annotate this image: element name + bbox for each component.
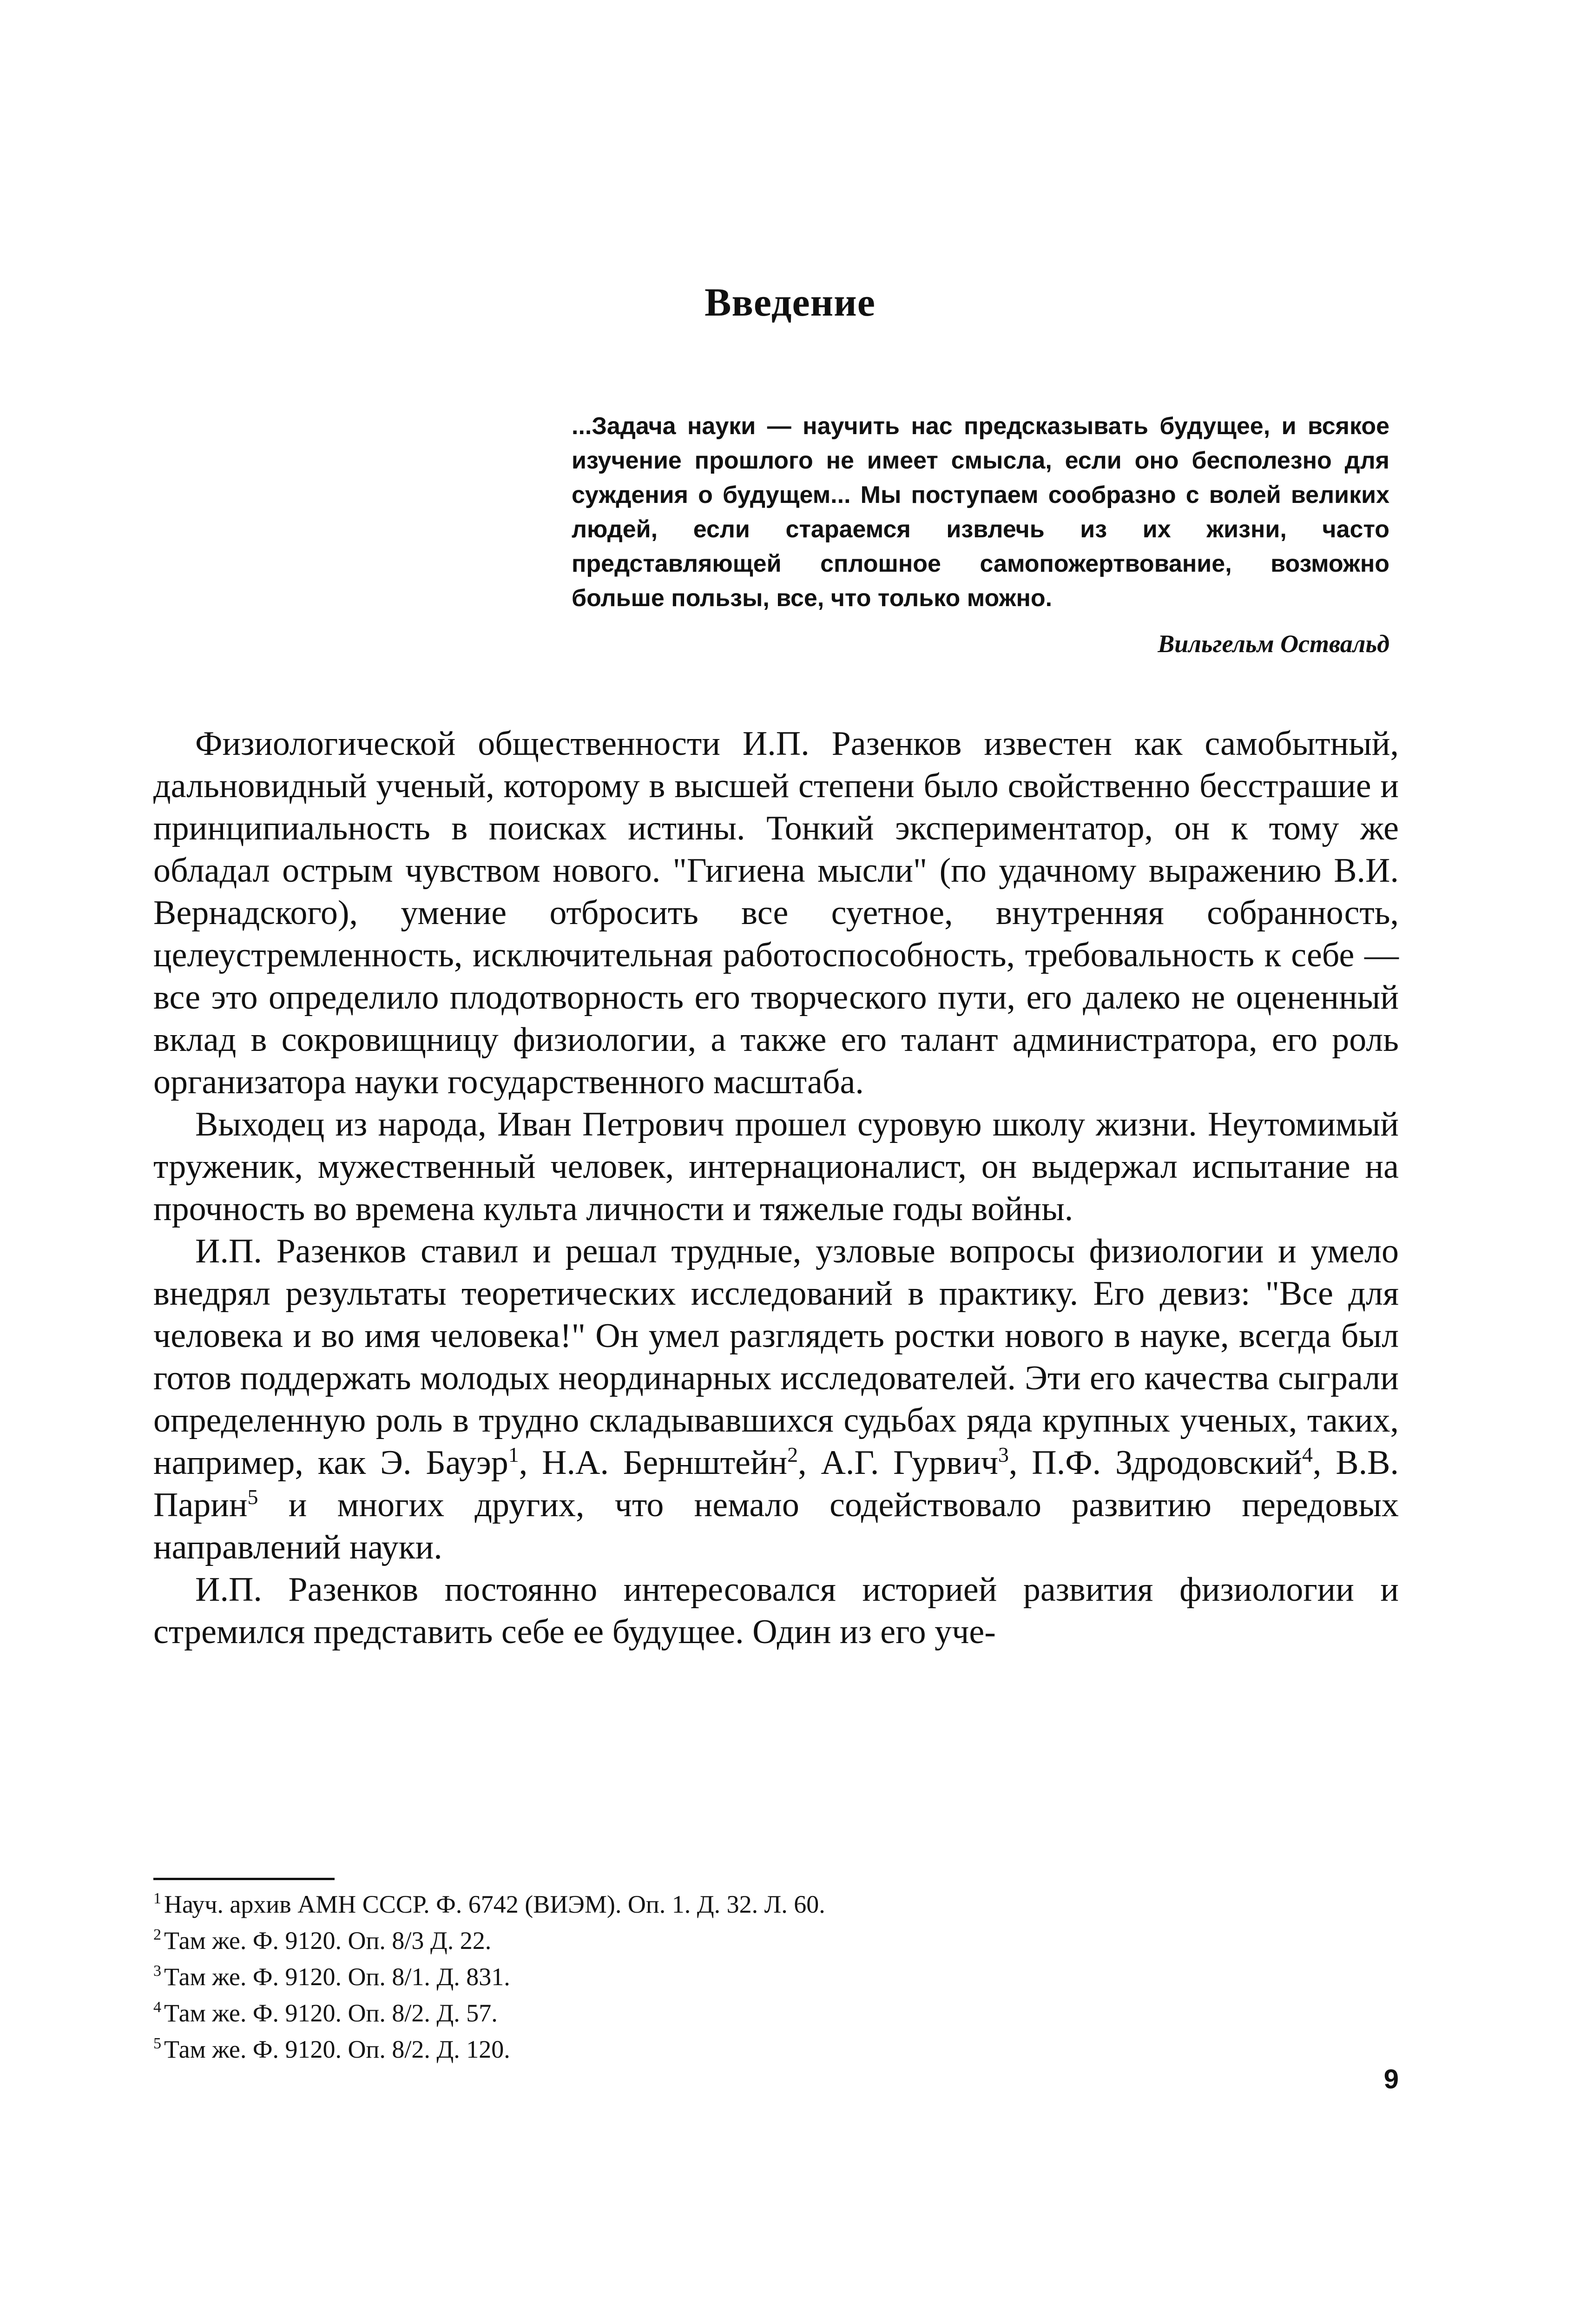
footnotes [153,1886,1399,2067]
paragraph-3-text: , Н.А. Бернштейн [519,1444,788,1482]
page-number: 9 [1383,2064,1399,2094]
paragraph-3-text: и многих других, что немало содействовало развитию передовых направлений науки. [153,1486,1399,1566]
footnote-text: Там же. Ф. 9120. Оп. 8/3 Д. 22. [164,1927,492,1954]
paragraph-3-text: , А.Г. Гурвич [798,1444,998,1482]
paragraph-2: Выходец из народа, Иван Петрович прошел суровую школу жизни. Неутомимый труженик, мужественный человек, интернационалист, он выдержал испытание на прочность во времена культа личности и тяжелые годы войны. [153,1105,1399,1228]
footnote-text: Там же. Ф. 9120. Оп. 8/2. Д. 120. [164,2035,510,2063]
paragraph-4: И.П. Разенков постоянно интересовался историей развития физиологии и стремился представить себе ее будущее. Один из его уче- [153,1571,1399,1651]
footnote-ref-3: 3 [998,1443,1009,1466]
epigraph-author: Вильгельм Оствальд [1158,630,1389,658]
footnote-number: 4 [153,1999,161,2016]
footnote-text: Там же. Ф. 9120. Оп. 8/2. Д. 57. [164,1999,498,2027]
footnote-ref-1: 1 [508,1443,519,1466]
chapter-title: Введение [704,280,876,324]
main-text [153,723,1399,1653]
footnote-text: Там же. Ф. 9120. Оп. 8/1. Д. 831. [164,1963,510,1991]
paragraph-3-text: , П.Ф. Здродовский [1008,1444,1302,1482]
footnote-number: 5 [153,2035,161,2052]
paragraph-1: Физиологической общественности И.П. Разенков известен как самобытный, дальновидный ученый, которому в высшей степени было свойственно бесстрашие и принципиальность в поисках истины. Тонкий экспериментатор, он к тому же обладал острым чувством нового. "Гигиена мысли" (по удачному выражению В.И. Вернадского), умение отбросить все суетное, внутренняя собранность, целеустремленность, исключительная работоспособность, требовальность к себе — все это определило плодотворность его творческого пути, его далеко не оцененный вклад в сокровищницу физиологии, а также его талант администратора, его роль организатора науки государственного масштаба. [153,725,1399,1101]
paragraph-3-text: , В.В. Парин [153,1444,1399,1524]
footnote-number: 3 [153,1962,161,1980]
footnote-item [153,1995,1399,2031]
footnote-ref-4: 4 [1302,1443,1313,1466]
footnote-number: 1 [153,1890,161,1907]
paragraph-3-text: И.П. Разенков ставил и решал трудные, узловые вопросы физиологии и умело внедрял результаты теоретических исследований в практику. Его девиз: "Все для человека и во имя человека!" Он умел разглядеть ростки нового в науке, всегда был готов поддержать молодых неординарных исследователей. Эти его качества сыграли определенную роль в трудно складывавшихся судьбах ряда крупных ученых, таких, например, как Э. Бауэр [153,1232,1399,1482]
footnote-item [153,2031,1399,2067]
footnote-number: 2 [153,1926,161,1943]
footnote-item [153,1959,1399,1995]
footnote-text: Науч. архив АМН СССР. Ф. 6742 (ВИЭМ). Оп. 1. Д. 32. Л. 60. [164,1890,825,1918]
footnote-ref-2: 2 [787,1443,798,1466]
paragraph-3 [153,1230,1399,1569]
footnote-item [153,1922,1399,1959]
epigraph-text: ...Задача науки — научить нас предсказывать будущее, и всякое изучение прошлого не имеет смысла, если оно бесполезно для суждения о будущем... Мы поступаем сообразно с волей великих людей, если стараемся извлечь из их жизни, часто представляющей сплошное самопожертвование, возможно больше пользы, все, что только можно. [572,413,1389,612]
footnote-divider [153,1878,335,1880]
footnote-item [153,1886,1399,1922]
epigraph [572,409,1389,661]
footnote-ref-5: 5 [247,1485,258,1509]
